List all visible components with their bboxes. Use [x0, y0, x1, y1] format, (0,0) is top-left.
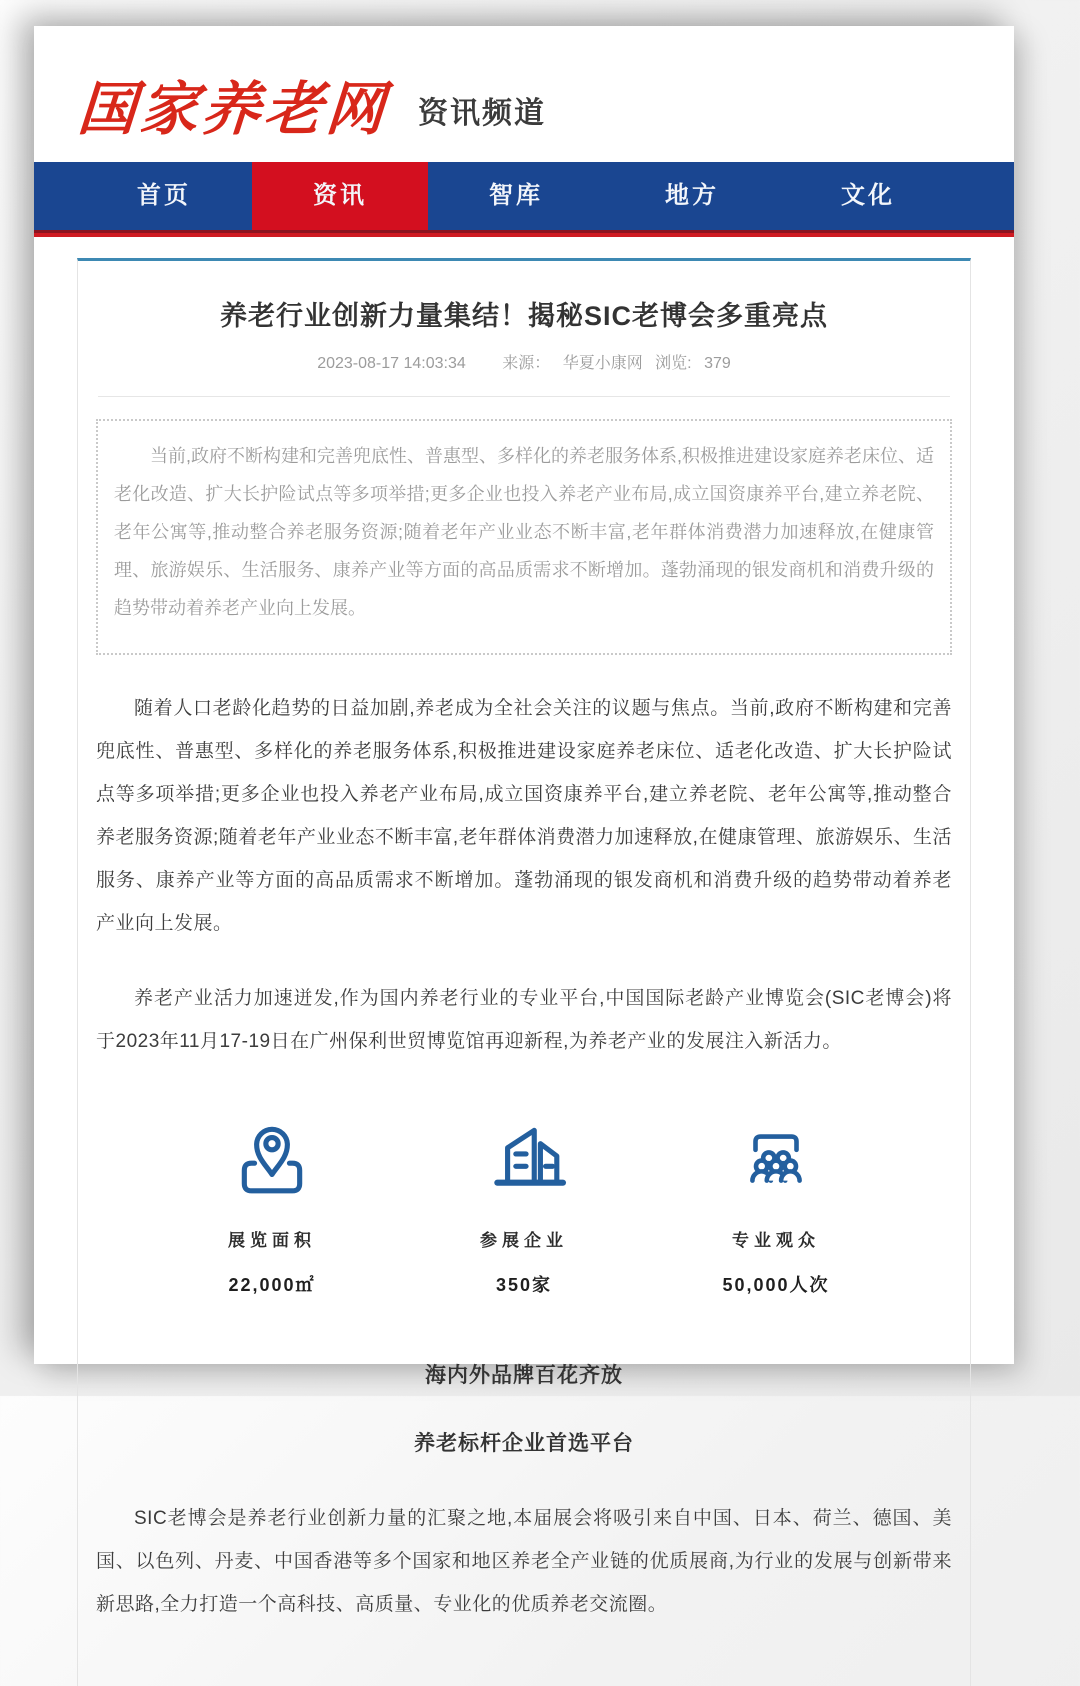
nav-item-local[interactable]: 地方: [665, 181, 719, 209]
stat-exhibitors: [429, 1115, 619, 1297]
site-header: [34, 26, 1014, 162]
subheading-brands: 海内外品牌百花齐放: [425, 1363, 623, 1387]
stat-label: 参展企业: [480, 1230, 568, 1250]
article-paragraph: SIC老博会是养老行业创新力量的汇聚之地,本届展会将吸引来自中国、日本、荷兰、德国、美国、以色列、丹麦、中国香港等多个国家和地区养老全产业链的优质展商,为行业的发展与创新带来新思路,全力打造一个高科技、高质量、专业化的优质养老交流圈。: [96, 1507, 952, 1615]
stat-value: 22,000㎡: [228, 1274, 316, 1295]
stat-label: 展览面积: [228, 1230, 316, 1250]
article-datetime: 2023-08-17 14:03:34: [317, 354, 466, 372]
audience-icon: [735, 1115, 817, 1197]
location-pin-icon: [231, 1115, 313, 1197]
article-meta: [96, 350, 952, 373]
buildings-icon: [483, 1115, 565, 1197]
stat-visitors: [681, 1115, 871, 1297]
stat-value: 350家: [495, 1274, 553, 1295]
article-paragraph: 随着人口老龄化趋势的日益加剧,养老成为全社会关注的议题与焦点。当前,政府不断构建和完善兜底性、普惠型、多样化的养老服务体系,积极推进建设家庭养老床位、适老化改造、扩大长护险试点等多项举措;更多企业也投入养老产业布局,成立国资康养平台,建立养老院、老年公寓等,推动整合养老服务资源;随着老年产业业态不断丰富,老年群体消费潜力加速释放,在健康管理、旅游娱乐、生活服务、康养产业等方面的高品质需求不断增加。蓬勃涌现的银发商机和消费升级的趋势带动着养老产业向上发展。: [96, 697, 952, 934]
stat-value: 50,000人次: [722, 1274, 830, 1295]
nav-red-underline: [34, 230, 1014, 237]
article-summary: 当前,政府不断构建和完善兜底性、普惠型、多样化的养老服务体系,积极推进建设家庭养老床位、适老化改造、扩大长护险试点等多项举措;更多企业也投入养老产业布局,成立国资康养平台,建立养老院、老年公寓等,推动整合养老服务资源;随着老年产业业态不断丰富,老年群体消费潜力加速释放,在健康管理、旅游娱乐、生活服务、康养产业等方面的高品质需求不断增加。蓬勃涌现的银发商机和消费升级的趋势带动着养老产业向上发展。: [96, 419, 952, 655]
stat-exhibition-area: [177, 1115, 367, 1297]
site-logo[interactable]: 国家养老网: [75, 75, 391, 143]
views-count: 379: [704, 354, 731, 372]
article-source: 华夏小康网: [562, 354, 643, 372]
expo-stats-row: [96, 1115, 952, 1297]
nav-item-thinktank[interactable]: 智库: [489, 181, 543, 209]
stat-label: 专业观众: [732, 1230, 820, 1250]
channel-label: 资讯频道: [418, 96, 547, 130]
nav-item-home[interactable]: 首页: [137, 181, 191, 209]
subheading-platform: 养老标杆企业首选平台: [414, 1431, 634, 1455]
source-label: 来源：: [502, 354, 551, 372]
article-paragraph: 养老产业活力加速迸发,作为国内养老行业的专业平台,中国国际老龄产业博览会(SIC老博会)将于2023年11月17-19日在广州保利世贸博览馆再迎新程,为养老产业的发展注入新活力。: [96, 987, 952, 1052]
meta-divider: [98, 396, 950, 397]
page-card: [34, 26, 1014, 1615]
nav-item-culture[interactable]: 文化: [841, 181, 895, 209]
nav-item-news[interactable]: 资讯: [252, 162, 428, 230]
main-nav: [34, 162, 1014, 230]
views-label: 浏览:: [655, 354, 692, 372]
article-container: [77, 258, 971, 1686]
article-title: 养老行业创新力量集结！揭秘SIC老博会多重亮点: [219, 300, 828, 331]
